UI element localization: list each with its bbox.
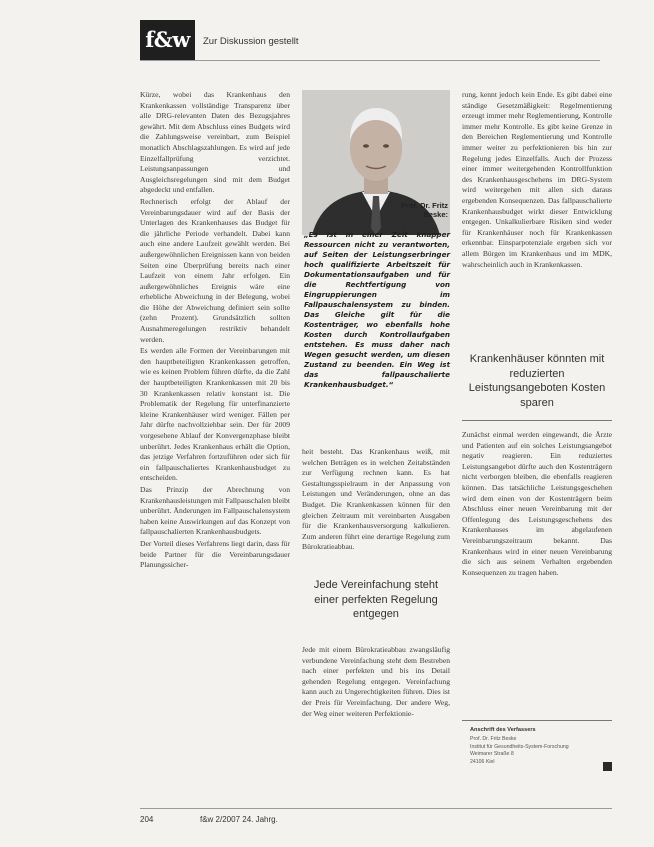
infobox-title: Anschrift des Verfassers xyxy=(470,727,536,733)
paragraph: Es werden alle Formen der Vereinbarungen mit den hauptbeteiligten Krankenkassen getroffen, wie es keinen Problem führen dürfte, da die Zahl der hauptbeteiligten Krankenkassen mit 20 bis 30 Krankenkassen relativ konstant ist. Die Problematik der Regelung für unterfinanzierte kleine Krankenhäuser wird weniger. Fällen per Jahr dürfte nachvollziehbar sein. Der für 2009 vorgesehene Ablauf der Konvergenzphase bleibt unberührt. Jedes Krankenhaus erhält die Option, das jetzige Verfahren fortzuführen oder sich für ein fallpauschaliertes Krankenhausbudget zu entscheiden. xyxy=(140,346,290,483)
subheading-2: Jede Vereinfachung steht einer perfekten Regelung entgegen xyxy=(313,579,439,620)
section-label: Zur Diskussion gestellt xyxy=(203,36,299,47)
subheading-3: Krankenhäuser könnten mit reduzierten Leistungsangeboten Kosten sparen xyxy=(468,353,606,409)
infobox-line: Prof. Dr. Fritz Beske xyxy=(470,736,517,743)
infobox-divider xyxy=(462,720,612,721)
infobox-line: Weimarer Straße 8 xyxy=(470,751,514,758)
journal-logo: f&w xyxy=(140,20,195,60)
author-address-box xyxy=(470,727,580,766)
paragraph: Jede mit einem Bürokratieabbau zwangsläufig verbundene Vereinfachung steht dem Bestreben nach einer perfekten und bis ins Detail gehenden Regelung entgegen. Vereinfachung kann auch zu Ungerechtigkeiten führen. Dies ist der Preis für Vereinfachung. Der andere Weg, der Weg einer weiteren Perfektionie- xyxy=(302,645,450,718)
body-column-1 xyxy=(140,90,290,780)
paragraph: rung, kennt jedoch kein Ende. Es gibt dabei eine ständige Gesetzmäßigkeit: Regelmentierung erzeugt immer mehr Reglementierung, Kontrolle immer mehr Kontrolle. Es gibt keine Grenze in den Bereichen Reglementierung und Kontrolle immer weiter zu perfektionieren bis hin zur Regelung jedes Einzelfalls. Auch der Prozess einer immer weitergehenden Kontrollfunktion des Krankenhausgeschehens im DRG-System wird weitergehen mit allen sich daraus ergebenden Konsequenzen. Das fallpauschalierte Krankenhausbudget wirkt dieser Entwicklung entgegen. Unkalkulierbare Risiken sind weder für Krankenhäuser noch für Krankenkassen erkennbar. Einsparpotenziale ergeben sich vor allem Bürgen im Krankenhaus und im MDK, wahrscheinlich auch in Krankenkassen. xyxy=(462,90,612,269)
paragraph: Das Prinzip der Abrechnung von Krankenhausleistungen mit Fallpauschalen bleibt unberührt. Änderungen im Fallpauschalensystem haben keine Auswirkungen auf das Konzept von fallpauschalierten Krankenhausbudgets. xyxy=(140,484,290,537)
paragraph: Zunächst einmal werden eingewandt, die Ärzte und Patienten auf ein solches Leistungsangebot negativ reagieren. Ein reduziertes Leistungsangebot dürfte auch den Kostenträgern nicht verborgen bleiben, die ebenfalls reagieren können. Das tatsächliche Leistungsgeschehen wird dem einen von der Kostenträgern beim Abschluss einer neuen Vereinbarung mit der Offenlegung des Leistungsgeschehens des Krankenhauses im abgelaufenen Vereinbarungszeitraum bekannt. Das Krankenhaus wird in einer neuen Vereinbarung die sich aus seinem Verhalten ergebenden Konsequenzen zu tragen haben. xyxy=(462,430,612,577)
page-number: 204 xyxy=(140,815,154,824)
pull-quote: „Es ist in einer Zeit knapper Ressourcen nicht zu verantworten, auf Seiten der Leistungserbringer hoch qualifizierte Arbeitszeit für Dokumentationsaufgaben und für die Rechtfertigung von Eingruppierungen im Fallpauschalensystem zu binden. Das Gleiche gilt für die Kostenträger, wo ebenfalls hohe Kosten durch Kontrollaufgaben entstehen. Es muss daher nach Wegen gesucht werden, um diesen Zustand zu beenden. Ein Weg ist das fallpauschalierte Krankenhausbudget.“ xyxy=(304,230,450,389)
infobox-line: Institut für Gesundheits-System-Forschung xyxy=(470,743,569,750)
end-of-article-mark xyxy=(603,762,612,771)
photo-caption-name: Prof. Dr. Fritz Beske: xyxy=(400,201,448,219)
body-column-3 xyxy=(462,90,612,320)
paragraph: Der Vorteil dieses Verfahrens liegt darin, dass für beide Partner für die Vereinbarungsdauer Planungssicher- xyxy=(140,538,290,570)
body-column-3-continued xyxy=(462,430,612,660)
paragraph: Rechnerisch erfolgt der Ablauf der Vereinbarungsdauer wird auf der Basis der Unterlagen des Krankenhauses das Budget für die jährliche Periode verhandelt. Dabei kann auch eine andere Laufzeit gewählt werden. Bei außergewöhnlichen Ereignissen kann von beiden Seiten eine Überprüfung bereits nach einer Laufzeit von einem Jahr erfolgen. Ein außergewöhnliches Ereignis wäre eine erhebliche Abweichung in der Belegung, wobei die Höhe der Abweichung definiert sein sollte (zehn Prozent). Grundsätzlich sollten Ausnahmeregelungen restriktiv behandelt werden. xyxy=(140,196,290,344)
infobox-line: 24106 Kiel xyxy=(470,758,495,765)
body-column-2-continued xyxy=(302,645,450,795)
paragraph: heit besteht. Das Krankenhaus weiß, mit welchen Beträgen es in welchen Zeitabständen zur Verfügung rechnen kann. Es hat Gestaltungsspielraum in der Anpassung von Leistungen und Veränderungen, ohne an das Budget. Die Krankenkassen können für den gleichen Zeitraum mit vereinbarten Ausgaben für die Krankenhausversorgung kalkulieren. Zum anderen führt eine derartige Regelung zum Bürokratieabbau. xyxy=(302,447,450,552)
header-divider xyxy=(140,60,600,61)
footer-divider xyxy=(140,808,612,809)
journal-issue: f&w 2/2007 24. Jahrg. xyxy=(200,815,278,824)
column-divider xyxy=(462,420,612,421)
paragraph: Kürze, wobei das Krankenhaus den Krankenkassen vollständige Transparenz über alle DRG-relevanten Daten des Bezugsjahres gewährt. Mit dem Abschluss eines Budgets wird die Zahlungsweise vereinbart, zum Beispiel monatlich Abschlagszahlungen. Es wird auf jede Einzelfallprüfung verzichtet. Leistungsanpassungen und Ausgleichsregelungen sind mit dem Budget abgedeckt und entfallen. xyxy=(140,90,290,195)
